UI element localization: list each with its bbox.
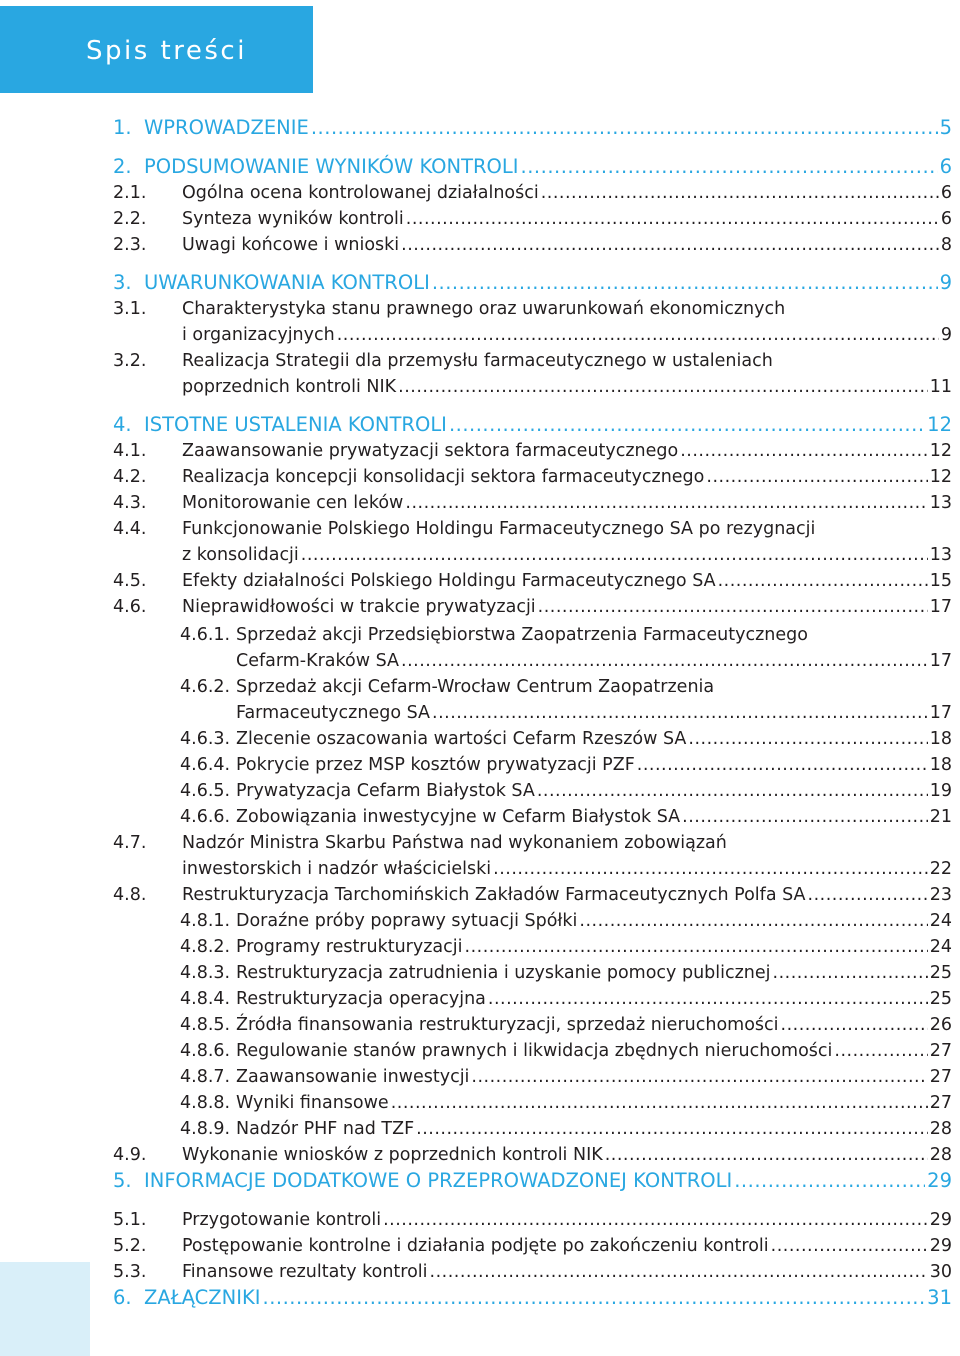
dot-leader: [391, 1090, 928, 1116]
toc-entry[interactable]: [0, 726, 960, 752]
dot-leader: [637, 752, 928, 778]
toc-entry[interactable]: [0, 1064, 960, 1090]
toc-entry[interactable]: [0, 1259, 960, 1285]
toc-entry[interactable]: [0, 464, 960, 490]
toc-page-number: 29: [927, 1169, 952, 1192]
toc-entry-title-continued: Farmaceutycznego SA: [236, 703, 430, 723]
dot-leader: [432, 270, 938, 296]
toc-entry[interactable]: [0, 752, 960, 778]
toc-page-number: 13: [929, 545, 952, 565]
toc-entry-title: Postępowanie kontrolne i działania podjęte po zakończeniu kontroli: [182, 1236, 769, 1256]
toc-entry-number: 4.6.3.: [180, 729, 231, 749]
toc-entry[interactable]: [0, 804, 960, 830]
toc-entry[interactable]: [0, 830, 960, 856]
toc-entry[interactable]: [0, 1116, 960, 1142]
toc-entry[interactable]: [0, 778, 960, 804]
toc-page-number: 29: [929, 1236, 952, 1256]
toc-entry[interactable]: [0, 296, 960, 322]
toc-page-number: 23: [929, 885, 952, 905]
dot-leader: [680, 438, 927, 464]
toc-entry-title: Pokrycie przez MSP kosztów prywatyzacji PZF: [236, 755, 635, 775]
toc-entry-continuation[interactable]: [0, 542, 960, 568]
toc-entry[interactable]: [0, 1012, 960, 1038]
dot-leader: [718, 568, 928, 594]
dot-leader: [734, 1168, 925, 1194]
toc-entry-title: Źródła finansowania restrukturyzacji, sprzedaż nieruchomości: [236, 1015, 779, 1035]
dot-leader: [337, 322, 939, 348]
toc-page-number: 15: [929, 571, 952, 591]
toc-page-number: 25: [929, 989, 952, 1009]
toc-entry-title: Finansowe rezultaty kontroli: [182, 1262, 428, 1282]
toc-entry-title: Sprzedaż akcji Przedsiębiorstwa Zaopatrzenia Farmaceutycznego: [236, 625, 808, 645]
toc-entry[interactable]: [0, 986, 960, 1012]
toc-page-number: 6: [940, 183, 952, 203]
toc-page-number: 17: [929, 703, 952, 723]
toc-entry-continuation[interactable]: [0, 648, 960, 674]
toc-entry-number: 2.2.: [113, 209, 147, 229]
toc-entry[interactable]: [0, 1207, 960, 1233]
toc-page-number: 12: [929, 467, 952, 487]
dot-leader: [773, 960, 928, 986]
toc-entry-title: Restrukturyzacja operacyjna: [236, 989, 486, 1009]
toc-entry-title: Doraźne próby poprawy sytuacji Spółki: [236, 911, 578, 931]
toc-page-number: 5: [939, 116, 952, 139]
toc-page-number: 31: [927, 1286, 952, 1309]
toc-entry-title: Przygotowanie kontroli: [182, 1210, 382, 1230]
dot-leader: [493, 856, 928, 882]
toc-page-number: 30: [929, 1262, 952, 1282]
toc-page-number: 19: [929, 781, 952, 801]
toc-entry[interactable]: [0, 490, 960, 516]
toc-page-number: 28: [929, 1119, 952, 1139]
toc-entry[interactable]: [0, 1233, 960, 1259]
toc-entry-title: UWARUNKOWANIA KONTROLI: [144, 271, 430, 294]
toc-entry-number: 5.2.: [113, 1236, 147, 1256]
dot-leader: [405, 490, 927, 516]
dot-leader: [541, 180, 939, 206]
toc-entry-number: 5.: [113, 1169, 132, 1192]
toc-entry-number: 3.1.: [113, 299, 147, 319]
toc-entry-title: Prywatyzacja Cefarm Białystok SA: [236, 781, 535, 801]
toc-entry-number: 4.6.4.: [180, 755, 231, 775]
toc-entry-number: 4.8.4.: [180, 989, 231, 1009]
toc-entry-number: 4.: [113, 413, 132, 436]
toc-entry-title: Nieprawidłowości w trakcie prywatyzacji: [182, 597, 536, 617]
toc-entry-title: Efekty działalności Polskiego Holdingu Farmaceutycznego SA: [182, 571, 716, 591]
dot-leader: [301, 542, 928, 568]
toc-entry-title: Regulowanie stanów prawnych i likwidacja zbędnych nieruchomości: [236, 1041, 833, 1061]
toc-page-number: 24: [929, 937, 952, 957]
toc-entry[interactable]: [0, 180, 960, 206]
toc-page-number: 25: [929, 963, 952, 983]
toc-entry-number: 4.1.: [113, 441, 147, 461]
toc-page-number: 27: [929, 1041, 952, 1061]
toc-entry[interactable]: [0, 908, 960, 934]
toc-entry-title-continued: inwestorskich i nadzór właścicielski: [182, 859, 492, 879]
toc-page-number: 17: [929, 651, 952, 671]
toc-entry-number: 4.6.1.: [180, 625, 231, 645]
dot-leader: [449, 412, 925, 438]
toc-entry-number: 4.8.5.: [180, 1015, 231, 1035]
toc-entry-title-continued: i organizacyjnych: [182, 325, 335, 345]
dot-leader: [311, 115, 938, 141]
toc-entry-continuation[interactable]: [0, 856, 960, 882]
toc-entry-title-continued: z konsolidacji: [182, 545, 299, 565]
toc-page-number: 8: [940, 235, 952, 255]
toc-entry-number: 4.6.: [113, 597, 147, 617]
toc-entry-title: Uwagi końcowe i wnioski: [182, 235, 400, 255]
toc-entry[interactable]: [0, 412, 960, 438]
toc-page-number: 29: [929, 1210, 952, 1230]
toc-entry-number: 5.3.: [113, 1262, 147, 1282]
toc-entry-title: Zaawansowanie prywatyzacji sektora farmaceutycznego: [182, 441, 679, 461]
toc-entry-title-continued: poprzednich kontroli NIK: [182, 377, 397, 397]
toc-entry[interactable]: [0, 206, 960, 232]
dot-leader: [263, 1285, 926, 1311]
toc-entry-number: 2.: [113, 155, 132, 178]
toc-entry-number: 4.8.6.: [180, 1041, 231, 1061]
toc-page-number: 22: [929, 859, 952, 879]
toc-page-number: 12: [927, 413, 952, 436]
toc-page-number: 6: [939, 155, 952, 178]
toc-page-number: 27: [929, 1067, 952, 1087]
dot-leader: [401, 232, 939, 258]
dot-leader: [383, 1207, 928, 1233]
toc-entry-title: Funkcjonowanie Polskiego Holdingu Farmaceutycznego SA po rezygnacji: [182, 519, 816, 539]
toc-entry-title: INFORMACJE DODATKOWE O PRZEPROWADZONEJ KONTROLI: [144, 1169, 733, 1192]
toc-entry[interactable]: [0, 270, 960, 296]
toc-entry-title: Programy restrukturyzacji: [236, 937, 463, 957]
toc-entry-title: Zaawansowanie inwestycji: [236, 1067, 470, 1087]
toc-entry-title: Zobowiązania inwestycyjne w Cefarm Białystok SA: [236, 807, 681, 827]
toc-entry[interactable]: [0, 594, 960, 620]
toc-entry[interactable]: [0, 1168, 960, 1194]
toc-entry-continuation[interactable]: [0, 374, 960, 400]
toc-entry-title: Nadzór PHF nad TZF: [236, 1119, 415, 1139]
toc-entry-number: 4.8.8.: [180, 1093, 231, 1113]
toc-entry-title: Sprzedaż akcji Cefarm-Wrocław Centrum Zaopatrzenia: [236, 677, 715, 697]
dot-leader: [771, 1233, 928, 1259]
toc-page-number: 28: [929, 1145, 952, 1165]
dot-leader: [406, 206, 939, 232]
toc-entry-number: 3.: [113, 271, 132, 294]
toc-entry-number: 4.7.: [113, 833, 147, 853]
toc-entry[interactable]: [0, 232, 960, 258]
toc-entry[interactable]: [0, 516, 960, 542]
dot-leader: [537, 778, 928, 804]
toc-page-number: 9: [940, 325, 952, 345]
dot-leader: [416, 1116, 928, 1142]
toc-page-number: 18: [929, 755, 952, 775]
toc-entry-title: Monitorowanie cen leków: [182, 493, 404, 513]
toc-entry[interactable]: [0, 348, 960, 374]
toc-page-number: 12: [929, 441, 952, 461]
toc-entry-number: 4.8.1.: [180, 911, 231, 931]
toc-entry[interactable]: [0, 934, 960, 960]
toc-entry-number: 4.8.2.: [180, 937, 231, 957]
toc-entry-number: 4.8.7.: [180, 1067, 231, 1087]
toc-page-number: 17: [929, 597, 952, 617]
toc-entry-number: 4.5.: [113, 571, 147, 591]
toc-entry-title: Restrukturyzacja Tarchomińskich Zakładów Farmaceutycznych Polfa SA: [182, 885, 806, 905]
toc-entry-number: 2.1.: [113, 183, 147, 203]
dot-leader: [488, 986, 928, 1012]
toc-entry[interactable]: [0, 1142, 960, 1168]
dot-leader: [579, 908, 927, 934]
toc-entry-title: Zlecenie oszacowania wartości Cefarm Rzeszów SA: [236, 729, 687, 749]
toc-page-number: 27: [929, 1093, 952, 1113]
dot-leader: [688, 726, 927, 752]
toc-entry[interactable]: [0, 438, 960, 464]
dot-leader: [808, 882, 928, 908]
toc-entry-title: Charakterystyka stanu prawnego oraz uwarunkowań ekonomicznych: [182, 299, 786, 319]
toc-page-number: 24: [929, 911, 952, 931]
toc-entry-title-continued: Cefarm-Kraków SA: [236, 651, 400, 671]
toc-entry-title: ZAŁĄCZNIKI: [144, 1286, 261, 1309]
toc-entry[interactable]: [0, 1038, 960, 1064]
toc-entry[interactable]: [0, 115, 960, 141]
toc-entry-title: Restrukturyzacja zatrudnienia i uzyskanie pomocy publicznej: [236, 963, 771, 983]
dot-leader: [430, 1259, 928, 1285]
toc-entry-number: 1.: [113, 116, 132, 139]
toc-entry[interactable]: [0, 1285, 960, 1311]
toc-entry-continuation[interactable]: [0, 700, 960, 726]
toc-entry-number: 4.2.: [113, 467, 147, 487]
toc-entry-title: WPROWADZENIE: [144, 116, 309, 139]
toc-page-number: 13: [929, 493, 952, 513]
dot-leader: [706, 464, 927, 490]
toc-entry-title: ISTOTNE USTALENIA KONTROLI: [144, 413, 447, 436]
toc-entry-title: Synteza wyników kontroli: [182, 209, 404, 229]
dot-leader: [682, 804, 928, 830]
toc-entry[interactable]: [0, 674, 960, 700]
toc-entry-title: Wykonanie wniosków z poprzednich kontroli NIK: [182, 1145, 603, 1165]
toc-entry-number: 2.3.: [113, 235, 147, 255]
toc-page-number: 18: [929, 729, 952, 749]
toc-entry-number: 4.4.: [113, 519, 147, 539]
toc-entry-number: 4.8.3.: [180, 963, 231, 983]
dot-leader: [521, 154, 938, 180]
toc-entry-continuation[interactable]: [0, 322, 960, 348]
dot-leader: [834, 1038, 927, 1064]
dot-leader: [781, 1012, 928, 1038]
dot-leader: [465, 934, 928, 960]
toc-entry[interactable]: [0, 622, 960, 648]
dot-leader: [401, 648, 928, 674]
toc-entry[interactable]: [0, 568, 960, 594]
toc-page-number: 21: [929, 807, 952, 827]
toc-entry-title: Ogólna ocena kontrolowanej działalności: [182, 183, 539, 203]
toc-entry-title: Wyniki finansowe: [236, 1093, 389, 1113]
dot-leader: [398, 374, 928, 400]
toc-entry-title: Realizacja koncepcji konsolidacji sektora farmaceutycznego: [182, 467, 705, 487]
toc-entry-title: Nadzór Ministra Skarbu Państwa nad wykonaniem zobowiązań: [182, 833, 727, 853]
toc-entry[interactable]: [0, 154, 960, 180]
toc-entry-number: 4.8.9.: [180, 1119, 231, 1139]
toc-page-number: 26: [929, 1015, 952, 1035]
toc-page-number: 6: [940, 209, 952, 229]
toc-entry-number: 4.9.: [113, 1145, 147, 1165]
toc-entry[interactable]: [0, 1090, 960, 1116]
dot-leader: [471, 1064, 927, 1090]
toc-page-number: 9: [939, 271, 952, 294]
dot-leader: [538, 594, 928, 620]
toc-entry-title: PODSUMOWANIE WYNIKÓW KONTROLI: [144, 155, 519, 178]
toc-entry-number: 4.8.: [113, 885, 147, 905]
toc-entry-number: 4.6.5.: [180, 781, 231, 801]
dot-leader: [605, 1142, 928, 1168]
toc-entry-number: 4.6.6.: [180, 807, 231, 827]
toc-page-number: 11: [929, 377, 952, 397]
toc-entry-number: 3.2.: [113, 351, 147, 371]
toc-entry-number: 4.6.2.: [180, 677, 231, 697]
toc-entry[interactable]: [0, 960, 960, 986]
toc-entry[interactable]: [0, 882, 960, 908]
toc-entry-title: Realizacja Strategii dla przemysłu farmaceutycznego w ustaleniach: [182, 351, 773, 371]
toc-entry-number: 6.: [113, 1286, 132, 1309]
dot-leader: [432, 700, 928, 726]
toc-entry-number: 4.3.: [113, 493, 147, 513]
page-title: Spis treści: [86, 36, 247, 66]
toc-entry-number: 5.1.: [113, 1210, 147, 1230]
